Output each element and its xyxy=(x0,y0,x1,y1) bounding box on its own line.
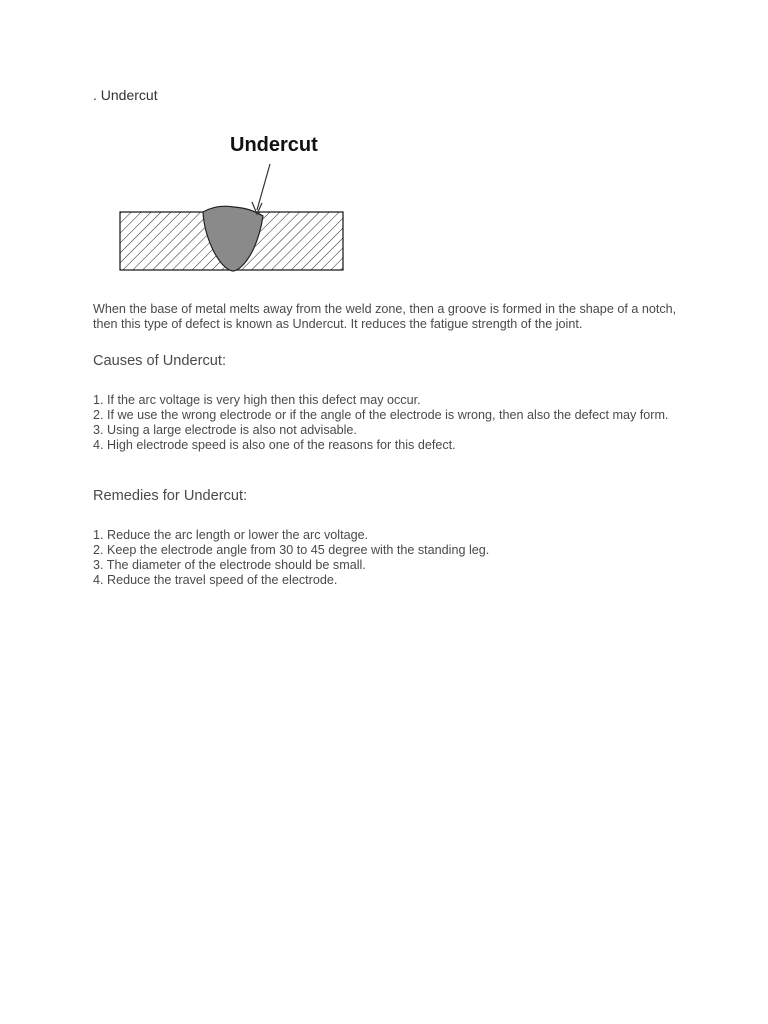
list-item: 1. Reduce the arc length or lower the arc voltage. xyxy=(93,528,369,542)
list-item: 2. Keep the electrode angle from 30 to 45 degree with the standing leg. xyxy=(93,543,490,557)
list-item: 4. Reduce the travel speed of the electrode. xyxy=(93,573,338,587)
remedies-heading: Remedies for Undercut: xyxy=(93,488,248,504)
causes-list xyxy=(93,393,678,453)
section-title: . Undercut xyxy=(93,87,158,103)
causes-heading: Causes of Undercut: xyxy=(93,353,227,369)
description-paragraph: When the base of metal melts away from the weld zone, then a groove is formed in the shape of a notch, then this type of defect is known as Undercut. It reduces the fatigue strength of the joint. xyxy=(93,302,677,331)
undercut-diagram xyxy=(116,128,352,278)
list-item: 4. High electrode speed is also one of the reasons for this defect. xyxy=(93,438,456,452)
undercut-figure xyxy=(116,128,352,278)
arrow-line xyxy=(257,164,270,210)
remedies-list xyxy=(93,528,678,588)
list-item: 1. If the arc voltage is very high then this defect may occur. xyxy=(93,393,421,407)
list-item: 3. The diameter of the electrode should be small. xyxy=(93,558,366,572)
figure-label: Undercut xyxy=(230,134,318,156)
list-item: 2. If we use the wrong electrode or if the angle of the electrode is wrong, then also the defect may form. xyxy=(93,408,669,422)
list-item: 3. Using a large electrode is also not advisable. xyxy=(93,423,357,437)
